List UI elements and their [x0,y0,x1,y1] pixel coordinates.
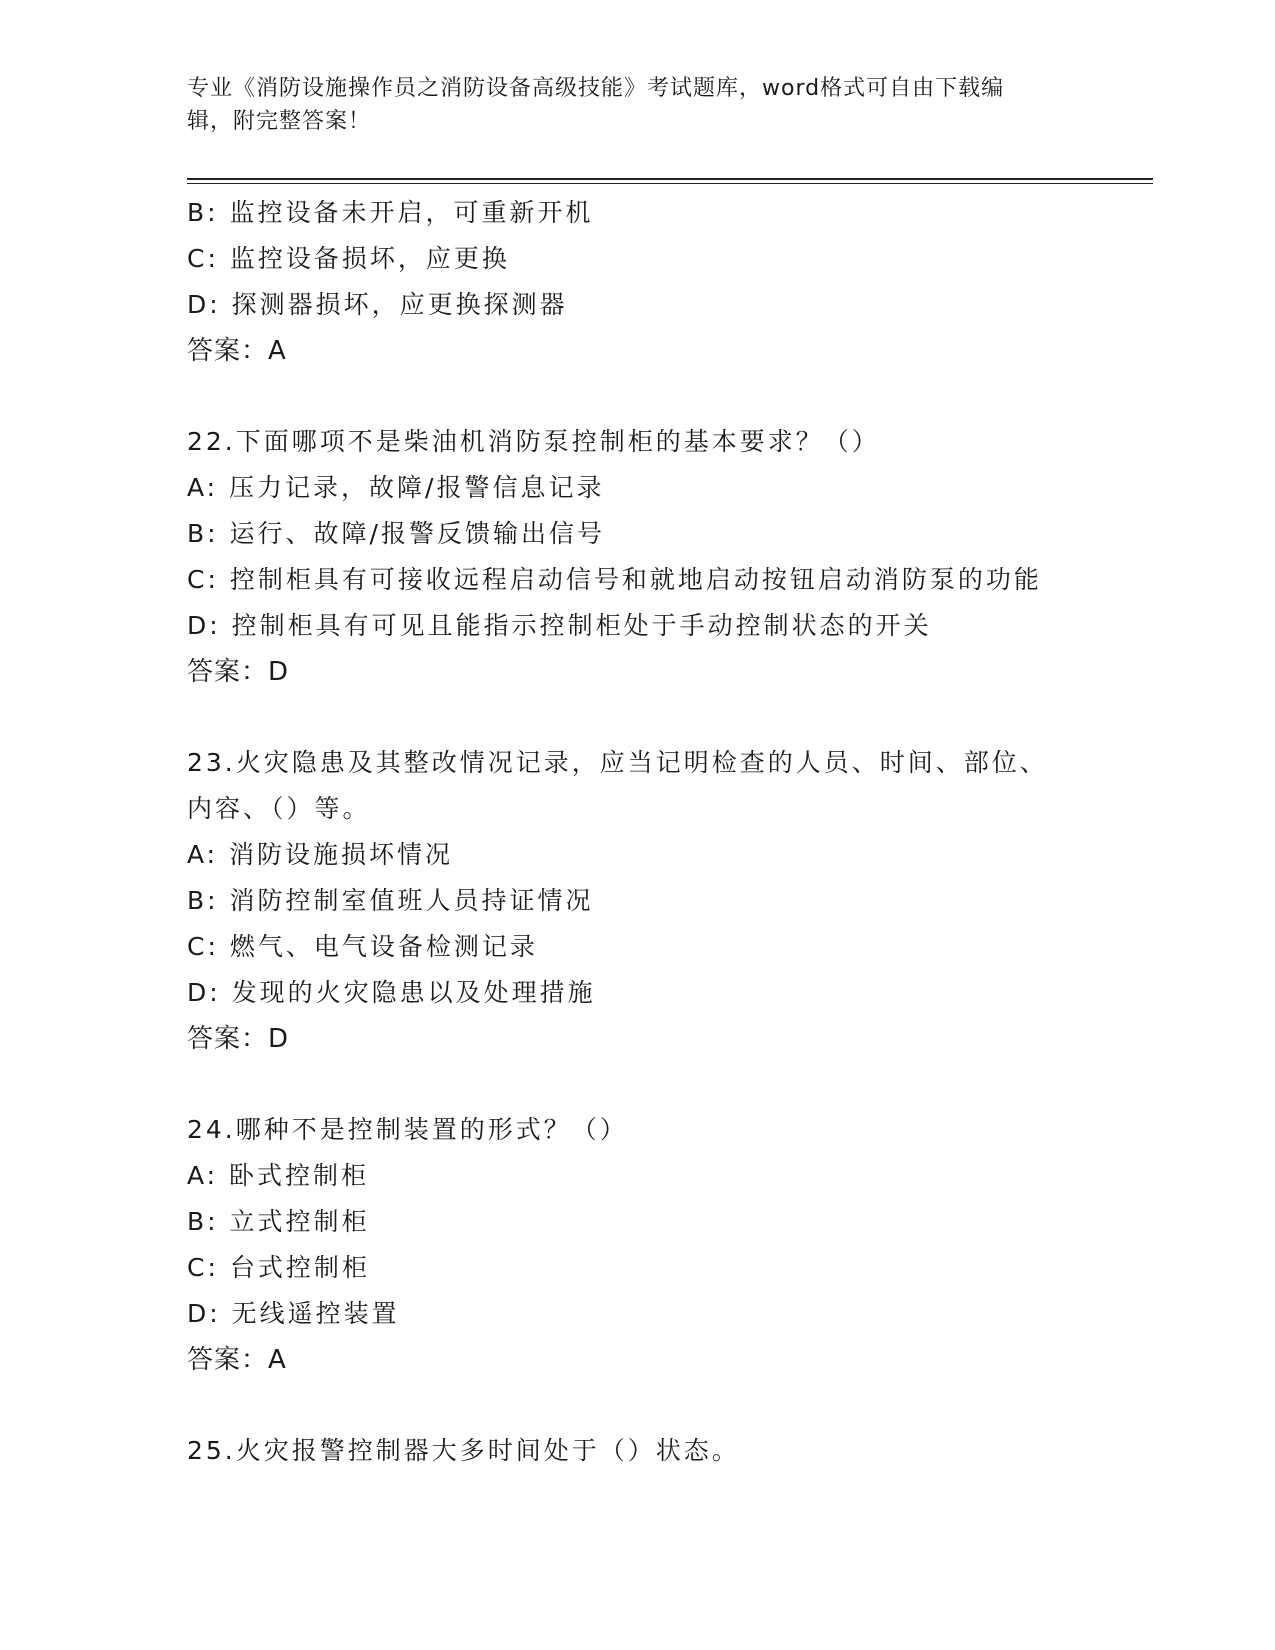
option-d: D: 发现的火灾隐患以及处理措施 [187,978,596,1007]
question-block [187,740,1147,1062]
question-block [187,1428,1147,1474]
header-divider [187,178,1153,180]
question-block [187,419,1147,695]
option-a: A: 卧式控制柜 [187,1161,370,1190]
header-line: 辑，附完整答案！ [187,109,372,134]
answer-line: 答案：A [187,1345,287,1375]
option-c: C: 燃气、电气设备检测记录 [187,932,538,961]
header-divider [187,183,1153,184]
option-b: B: 立式控制柜 [187,1207,370,1236]
option-b: B: 运行、故障/报警反馈输出信号 [187,519,605,548]
header-line: 专业《消防设施操作员之消防设备高级技能》考试题库，word格式可自由下载编 [187,76,1005,101]
option-a: A: 消防设施损坏情况 [187,840,454,869]
option-d: D: 无线遥控装置 [187,1299,400,1328]
question-block [187,1107,1147,1383]
question-title-continued: 内容、（）等。 [187,794,371,823]
question-title: 24.哪种不是控制装置的形式？（） [187,1115,628,1144]
option-b: B: 消防控制室值班人员持证情况 [187,886,594,915]
document-header [187,72,1067,138]
option-c: C: 监控设备损坏，应更换 [187,244,510,273]
option-d: D: 探测器损坏，应更换探测器 [187,290,568,319]
question-title: 22.下面哪项不是柴油机消防泵控制柜的基本要求？（） [187,427,880,456]
option-b: B: 监控设备未开启，可重新开机 [187,198,594,227]
option-c: C: 控制柜具有可接收远程启动信号和就地启动按钮启动消防泵的功能 [187,565,1042,594]
answer-line: 答案：D [187,657,290,687]
question-list [187,190,1147,1474]
question-title: 23.火灾隐患及其整改情况记录，应当记明检查的人员、时间、部位、 [187,748,1048,777]
question-block [187,190,1147,374]
answer-line: 答案：D [187,1024,290,1054]
option-d: D: 控制柜具有可见且能指示控制柜处于手动控制状态的开关 [187,611,932,640]
option-a: A: 压力记录，故障/报警信息记录 [187,473,605,502]
option-c: C: 台式控制柜 [187,1253,370,1282]
question-title: 25.火灾报警控制器大多时间处于（）状态。 [187,1436,740,1465]
answer-line: 答案：A [187,336,287,366]
